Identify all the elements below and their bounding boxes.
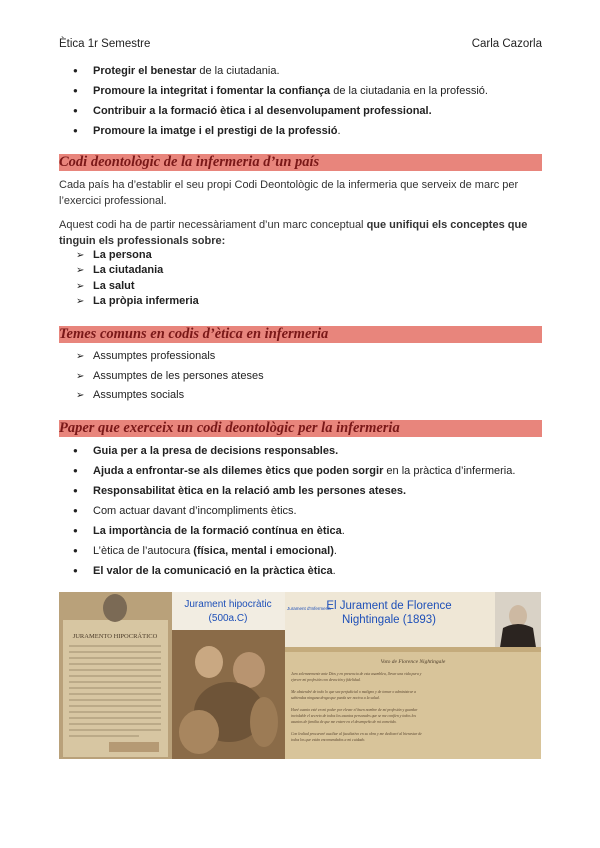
scroll-line: Me abstendré de todo lo que sea perjudicial o maligno y de tomar o administrar a bbox=[291, 690, 416, 694]
list-item: ● Com actuar davant d’incompliments ètics. bbox=[73, 501, 543, 521]
list-item: ● La importància de la formació contínua en ètica. bbox=[73, 521, 543, 541]
scroll-line: sabiendas ninguna droga que pueda ser nociva a la salud. bbox=[291, 696, 380, 700]
list-item: ➢ La ciutadania bbox=[76, 263, 199, 278]
collage-svg bbox=[59, 592, 541, 759]
nightingale-title-line2: Nightingale (1893) bbox=[342, 614, 436, 626]
list-item: ➢ Assumptes socials bbox=[76, 386, 264, 406]
themes-list bbox=[76, 347, 264, 406]
nightingale-small-label: Jurament d'Infermeria bbox=[287, 606, 331, 611]
header-course: Ètica 1r Semestre bbox=[59, 38, 151, 50]
scroll-line: todos los que están encomendados a mi cuidado. bbox=[291, 738, 366, 742]
hippocratic-caption-box bbox=[172, 592, 285, 630]
list-item: ● Protegir el benestar de la ciutadania. bbox=[73, 61, 543, 81]
section-heading-temes: Temes comuns en codis d’ètica en infermeria bbox=[59, 326, 542, 343]
list-item: ● Contribuir a la formació ètica i al desenvolupament professional. bbox=[73, 101, 543, 121]
scroll-heading: Voto de Florence Nightingale bbox=[380, 659, 446, 665]
list-item: ➢ La persona bbox=[76, 248, 199, 263]
list-item: ● El valor de la comunicació en la pràctica ètica. bbox=[73, 561, 543, 581]
scroll-line: inviolable el secreto de todos los asuntos personales que se me confíen y todos los bbox=[291, 714, 416, 718]
hippocrates-portrait bbox=[103, 594, 127, 622]
list-item: ➢ Assumptes de les persones ateses bbox=[76, 367, 264, 387]
list-item: ● Promoure la imatge i el prestigi de la professió. bbox=[73, 121, 543, 141]
scroll-line: Con lealtad procuraré auxiliar al facultativo en su obra y me dedicaré al bienestar de bbox=[291, 732, 422, 736]
scroll-line: ejercer mi profesión con devoción y fidelidad. bbox=[291, 678, 361, 682]
list-item: ● Responsabilitat ètica en la relació amb les persones ateses. bbox=[73, 481, 543, 501]
header-author: Carla Cazorla bbox=[471, 38, 542, 50]
list-item: ➢ La salut bbox=[76, 279, 199, 294]
nightingale-title-line1: El Jurament de Florence bbox=[326, 600, 452, 612]
list-item: ➢ La pròpia infermeria bbox=[76, 294, 199, 309]
section1-paragraph-1: Cada país ha d’establir el seu propi Codi Deontològic de la infermeria que serveix de marc per l’exercici professional. bbox=[59, 179, 519, 207]
page-header bbox=[59, 38, 542, 54]
concepts-list bbox=[76, 248, 199, 309]
hippocratic-date: (500a.C) bbox=[208, 613, 248, 624]
list-item: ● Ajuda a enfrontar-se als dilemes ètics que poden sorgir en la pràctica d’infermeria. bbox=[73, 461, 543, 481]
list-item: ➢ Assumptes professionals bbox=[76, 347, 264, 367]
list-item: ● Promoure la integritat i fomentar la confiança de la ciutadania en la professió. bbox=[73, 81, 543, 101]
role-list bbox=[73, 441, 543, 581]
list-item: ● Guia per a la presa de decisions responsables. bbox=[73, 441, 543, 461]
oaths-image-collage bbox=[59, 592, 541, 759]
hippocratic-caption: Jurament hipocràtic bbox=[184, 599, 272, 610]
document-title: JURAMENTO HIPOCRÁTICO bbox=[72, 633, 158, 640]
section-heading-codi: Codi deontològic de la infermeria d’un país bbox=[59, 154, 542, 171]
section1-paragraph-2: Aquest codi ha de partir necessàriament d’un marc conceptual que unifiqui els conceptes que tinguin els professionals sobre: bbox=[59, 219, 528, 247]
scroll-line: Juro solemnemente ante Dios y en presencia de esta asamblea, llevar una vida pura y bbox=[291, 672, 422, 676]
objectives-list bbox=[73, 61, 543, 141]
section-heading-paper: Paper que exerceix un codi deontològic per la infermeria bbox=[59, 420, 542, 437]
scroll-line: asuntos de familia de que me entere en el desempeño de mi cometido. bbox=[291, 720, 397, 724]
scroll-line: Haré cuanto esté en mi poder por elevar el buen nombre de mi profesión y guardar bbox=[291, 708, 418, 712]
list-item: ● L’ètica de l’autocura (física, mental i emocional). bbox=[73, 541, 543, 561]
